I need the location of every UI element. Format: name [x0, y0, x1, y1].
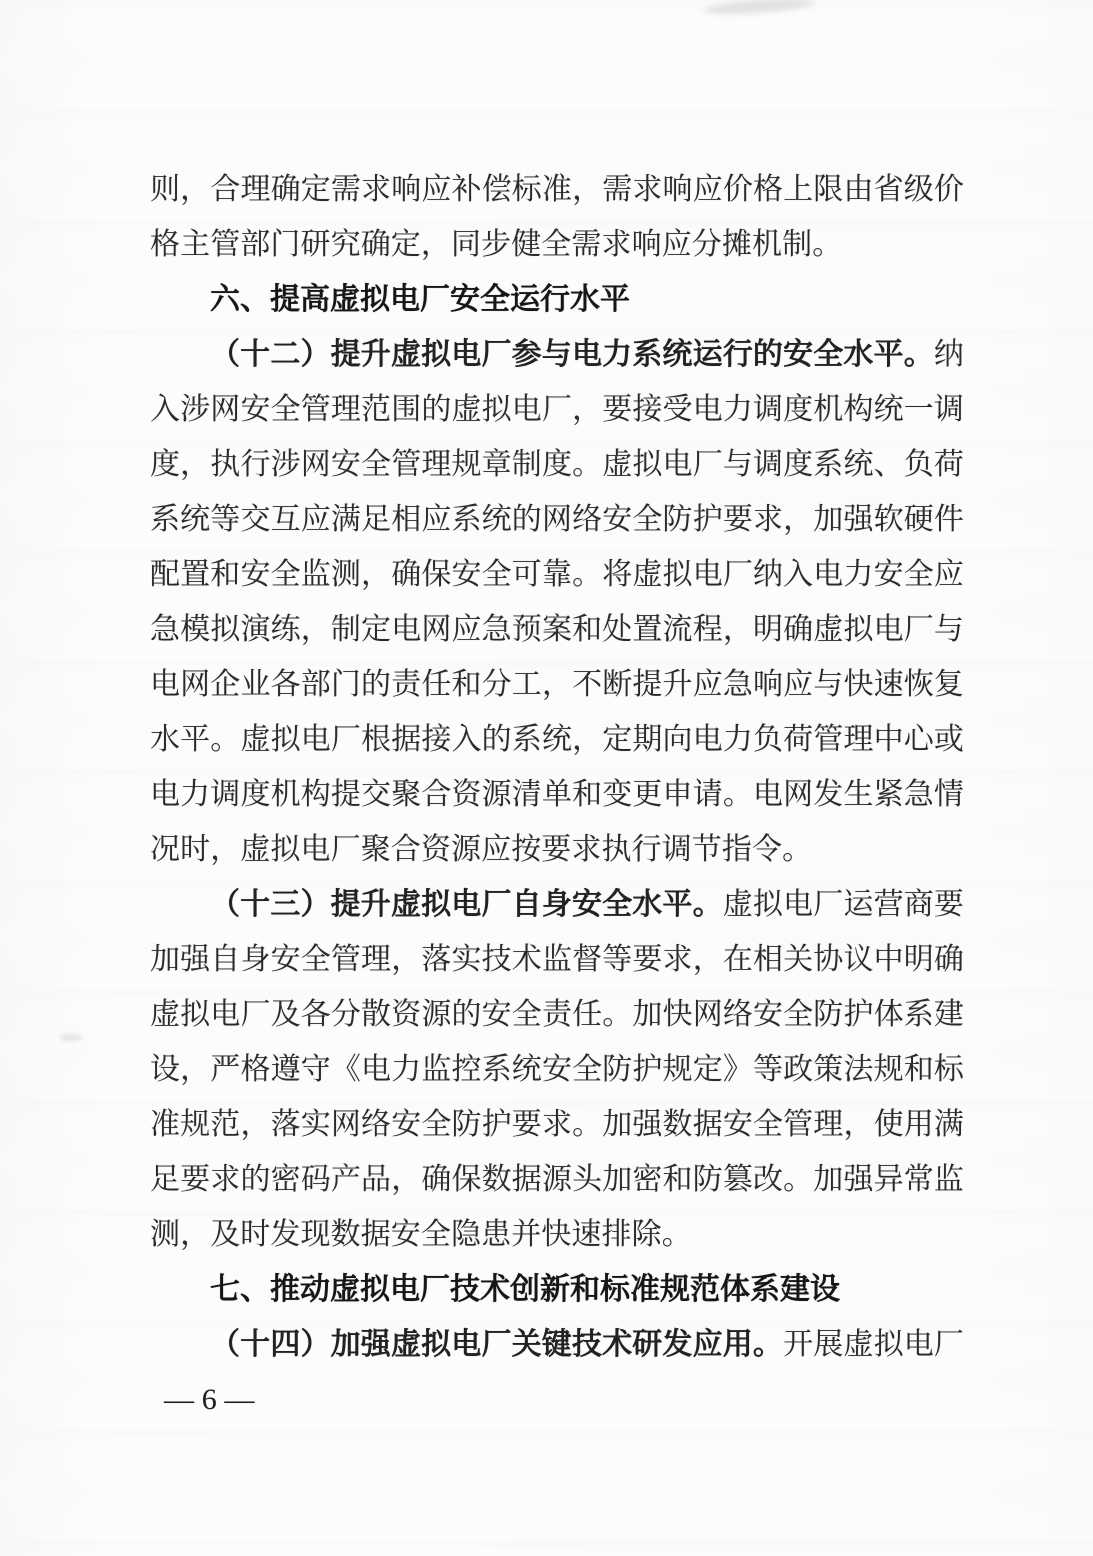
body-line: 急模拟演练，制定电网应急预案和处置流程，明确虚拟电厂与	[150, 613, 964, 646]
paragraph-lead: （十二）提升虚拟电厂参与电力系统运行的安全水平。	[210, 338, 934, 371]
body-line	[150, 877, 964, 932]
section-heading-6: 六、提高虚拟电厂安全运行水平	[210, 283, 630, 316]
body-line	[150, 327, 964, 382]
body-line: 足要求的密码产品，确保数据源头加密和防篡改。加强异常监	[150, 1163, 964, 1196]
body-line: 设，严格遵守《电力监控系统安全防护规定》等政策法规和标	[150, 1053, 964, 1086]
body-line: 测，及时发现数据安全隐患并快速排除。	[150, 1218, 692, 1251]
body-line: 则，合理确定需求响应补偿标准，需求响应价格上限由省级价	[150, 173, 964, 206]
body-line: 电力调度机构提交聚合资源清单和变更申请。电网发生紧急情	[150, 778, 964, 811]
body-line: 入涉网安全管理范围的虚拟电厂，要接受电力调度机构统一调	[150, 393, 964, 426]
body-line: 度，执行涉网安全管理规章制度。虚拟电厂与调度系统、负荷	[150, 448, 964, 481]
body-line: 电网企业各部门的责任和分工，不断提升应急响应与快速恢复	[150, 668, 964, 701]
page-number: — 6 —	[164, 1383, 255, 1416]
body-text: 纳	[933, 338, 964, 371]
paragraph-lead: （十四）加强虚拟电厂关键技术研发应用。	[210, 1328, 784, 1361]
body-line	[150, 1317, 964, 1372]
section-heading-7: 七、推动虚拟电厂技术创新和标准规范体系建设	[210, 1273, 840, 1306]
body-line: 系统等交互应满足相应系统的网络安全防护要求，加强软硬件	[150, 503, 964, 536]
body-text: 虚拟电厂运营商要	[722, 888, 964, 921]
scan-smudge	[703, 0, 816, 17]
body-line: 况时，虚拟电厂聚合资源应按要求执行调节指令。	[150, 833, 813, 866]
body-line: 准规范，落实网络安全防护要求。加强数据安全管理，使用满	[150, 1108, 964, 1141]
body-line: 水平。虚拟电厂根据接入的系统，定期向电力负荷管理中心或	[150, 723, 964, 756]
body-line: 配置和安全监测，确保安全可靠。将虚拟电厂纳入电力安全应	[150, 558, 964, 591]
scan-speck	[60, 1034, 82, 1041]
body-line: 加强自身安全管理，落实技术监督等要求，在相关协议中明确	[150, 943, 964, 976]
body-line: 虚拟电厂及各分散资源的安全责任。加快网络安全防护体系建	[150, 998, 964, 1031]
body-line: 格主管部门研究确定，同步健全需求响应分摊机制。	[150, 228, 843, 261]
body-text: 开展虚拟电厂	[783, 1328, 964, 1361]
text-block	[150, 162, 964, 1427]
paragraph-lead: （十三）提升虚拟电厂自身安全水平。	[210, 888, 723, 921]
